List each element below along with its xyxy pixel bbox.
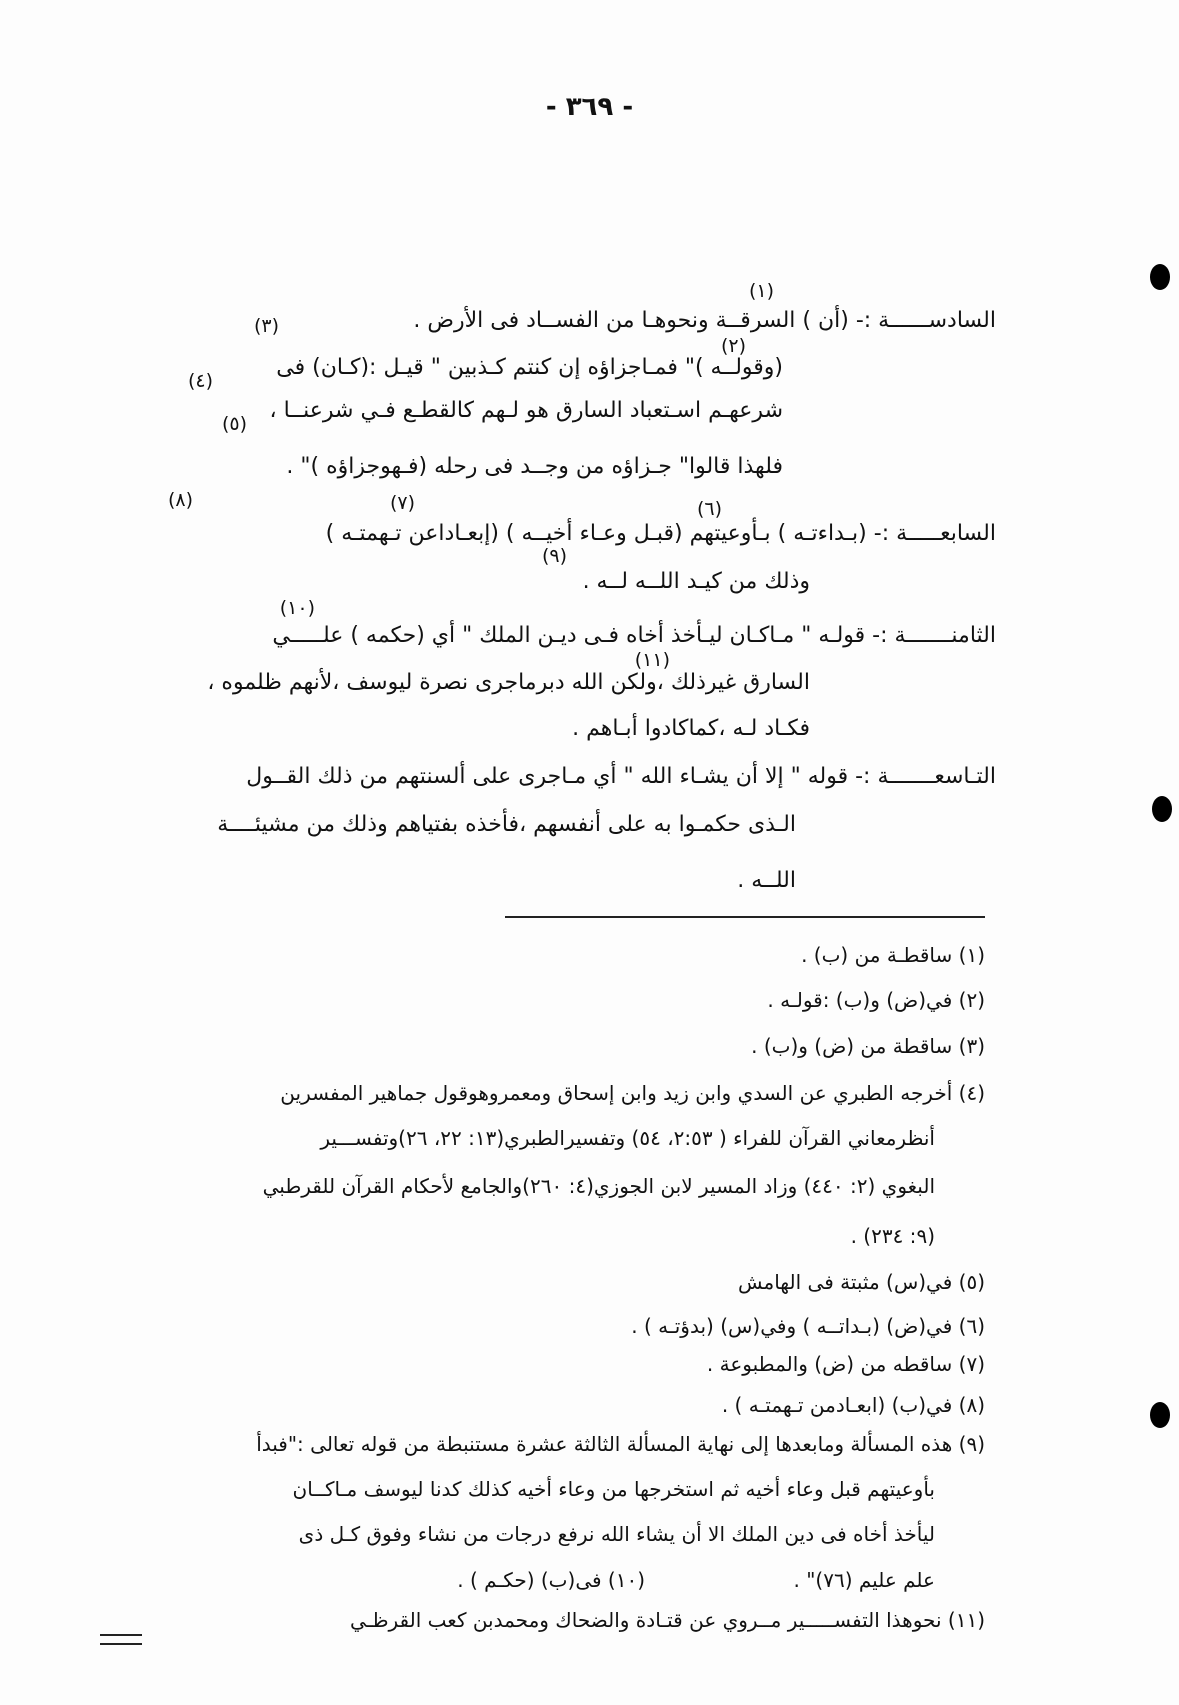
footnote-separator [505,916,985,918]
footnote-5: (٥) في(س) مثبتة فى الهامش [738,1270,985,1294]
footnote-3: (٣) ساقطة من (ض) و(ب) . [751,1034,985,1058]
footnote-10: (١٠) فى(ب) (حكـم ) . [457,1568,645,1592]
note-ref-10: (١٠) [279,597,315,619]
note-ref-7: (٧) [389,492,415,514]
footnote-9-line-4: علم عليم (٧٦)" . [793,1568,935,1592]
body-line-4: فلهذا قالوا" جـزاؤه من وجــد فى رحله (فـهوجزاؤه )" . [286,454,783,479]
body-line-6: وذلك من كيـد اللــه لــه . [582,569,810,594]
footnote-8: (٨) في(ب) (ابعـادمن تـهمتـه ) . [721,1393,985,1417]
punch-hole-mark [1150,1402,1170,1428]
end-double-rule [100,1634,142,1645]
note-ref-2: (٢) [720,335,746,357]
footnote-4-line-3: البغوي (٢: ٤٤٠) وزاد المسير لابن الجوزي(٤: ٢٦٠)والجامع لأحكام القرآن للقرطبي [262,1174,935,1198]
note-ref-3: (٣) [253,315,279,337]
note-ref-8: (٨) [167,489,193,511]
body-line-9: فكـاد لـه ،كماكادوا أبـاهم . [572,716,810,741]
footnote-1: (١) ساقطـة من (ب) . [801,943,985,967]
footnote-2: (٢) في(ض) و(ب) :قولـه . [767,988,985,1012]
footnote-9-line-2: بأوعيتهم قبل وعاء أخيه ثم استخرجها من وعاء أخيه كذلك كدنا ليوسف مـاكــان [292,1477,935,1501]
note-ref-6: (٦) [696,498,722,520]
note-ref-1: (١) [748,280,774,302]
footnote-11: (١١) نحوهذا التفســـــير مــروي عن قتـادة والضحاك ومحمدبن كعب القرظـي [350,1608,985,1632]
note-ref-5: (٥) [221,413,247,435]
footnote-9-line-3: ليأخذ أخاه فى دين الملك الا أن يشاء الله نرفع درجات من نشاء وفوق كـل ذى [298,1522,935,1546]
body-line-5: السابعـــــة :- (بـداءتـه ) بـأوعيتهم (قبـل وعـاء أخيــه ) (إبعـاداعن تـهمتـه ) [325,521,996,546]
note-ref-4: (٤) [187,370,213,392]
punch-hole-mark [1150,264,1170,290]
body-line-11: الـذى حكمـوا به على أنفسهم ،فأخذه بفتياهم وذلك من مشيئــــة [217,812,796,837]
body-line-12: اللــه . [737,868,796,893]
page-number: - ٣٦٩ - [545,92,634,122]
body-line-3: شرعهـم اسـتعباد السارق هو لـهم كالقطـع فـي شرعنــا ، [269,398,783,423]
footnote-4-line-2: أنظرمعاني القرآن للفراء ( ٢:٥٣، ٥٤) وتفسيرالطبري(١٣: ٢٢، ٢٦)وتفســـير [320,1126,935,1150]
note-ref-11: (١١) [634,649,670,671]
footnote-6: (٦) في(ض) (بـداتــه ) وفي(س) (بدؤتـه ) . [631,1314,985,1338]
body-line-1: السادســــــة :- (أن ) السرقــة ونحوهـا من الفســاد فى الأرض . [413,308,996,333]
note-ref-9: (٩) [541,545,567,567]
punch-hole-mark [1152,796,1172,822]
footnote-9-line-1: (٩) هذه المسألة ومابعدها إلى نهاية المسألة الثالثة عشرة مستنبطة من قوله تعالى :"فبدأ [256,1432,985,1456]
body-line-10: التـاسعـــــــة :- قوله " إلا أن يشـاء الله " أي مـاجرى على ألسنتهم من ذلك القــول [246,764,996,789]
footnote-4-line-1: (٤) أخرجه الطبري عن السدي وابن زيد وابن إسحاق ومعمروهوقول جماهير المفسرين [280,1081,985,1105]
body-line-2: (وقولــه )" فمـاجزاؤه إن كنتم كـذبين " قيـل :(كـان) فى [276,355,783,380]
footnote-7: (٧) ساقطه من (ض) والمطبوعة . [706,1352,985,1376]
body-line-8: السارق غيرذلك ،ولكن الله دبرماجرى نصرة ليوسف ،لأنهم ظلموه ، [207,670,810,695]
footnote-4-line-4: (٩: ٢٣٤) . [850,1224,935,1248]
body-line-7: الثامنـــــــة :- قولـه " مـاكـان ليـأخذ أخاه فـى ديـن الملك " أي (حكمه ) علـــــي [272,623,996,648]
